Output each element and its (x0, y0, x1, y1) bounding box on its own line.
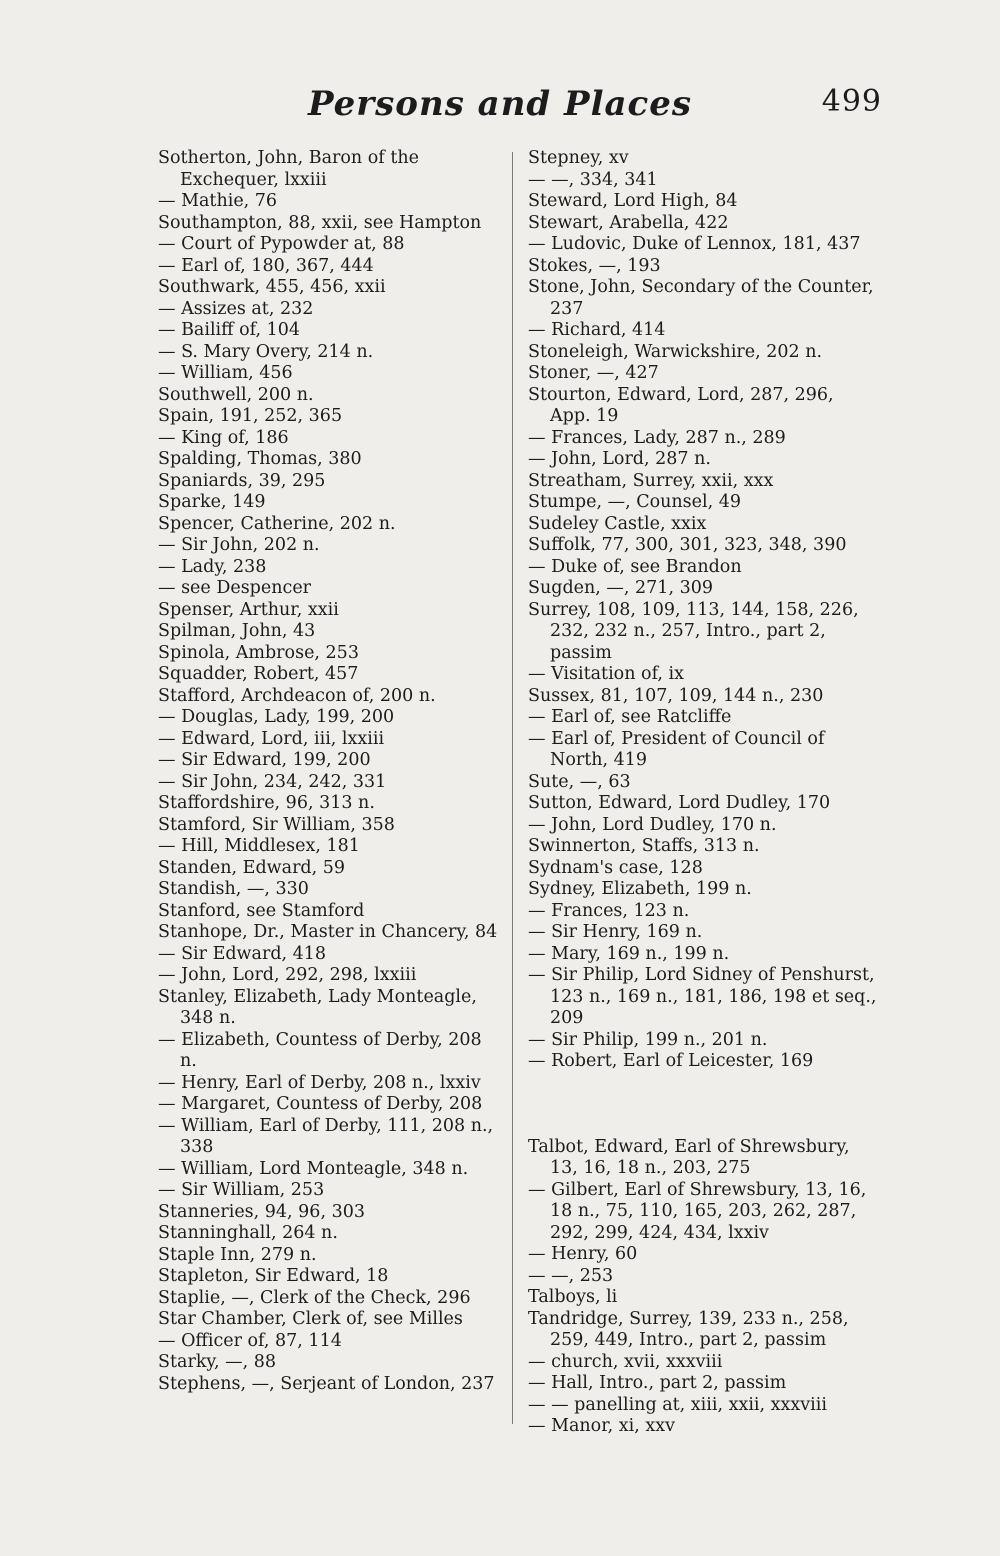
index-entry: Spinola, Ambrose, 253 (158, 642, 359, 663)
index-entry: Spain, 191, 252, 365 (158, 406, 343, 426)
index-entry: Stoneleigh, Warwickshire, 202 n. (528, 341, 823, 362)
index-entry: — Richard, 414 (528, 320, 666, 340)
index-entry: Standish, —, 330 (158, 879, 309, 899)
column-divider (512, 152, 513, 1424)
index-entry: — see Despencer (158, 578, 312, 598)
index-entry: Stumpe, —, Counsel, 49 (528, 492, 741, 512)
page-number: 499 (821, 84, 882, 119)
index-entry: Stafford, Archdeacon of, 200 n. (158, 685, 436, 706)
index-entry: Sudeley Castle, xxix (528, 513, 707, 534)
index-entry: — Sir Edward, 418 (158, 943, 327, 964)
index-entry: Spalding, Thomas, 380 (158, 449, 362, 469)
index-entry: Talboys, li (528, 1287, 618, 1307)
index-entry: — Sir Philip, Lord Sidney of Penshurst, 123 n., 169 n., 181, 186, 198 et seq., 209 (528, 965, 877, 1028)
index-entry: Staffordshire, 96, 313 n. (158, 793, 375, 813)
index-entry: — John, Lord Dudley, 170 n. (528, 814, 777, 835)
index-entry: — King of, 186 (158, 427, 289, 448)
index-entry: — Assizes at, 232 (158, 298, 314, 319)
index-entry: — Hill, Middlesex, 181 (158, 836, 360, 856)
index-entry: Starky, —, 88 (158, 1352, 277, 1372)
running-head-title: Persons and Places (307, 84, 693, 124)
index-entry: Stapleton, Sir Edward, 18 (158, 1266, 389, 1286)
index-entry: — Court of Pypowder at, 88 (158, 234, 405, 254)
index-entry: Surrey, 108, 109, 113, 144, 158, 226, 232, 232 n., 257, Intro., part 2, passim (528, 599, 859, 663)
index-entry: Spaniards, 39, 295 (158, 470, 326, 491)
index-entry: — S. Mary Overy, 214 n. (158, 341, 374, 362)
index-entry: — Mary, 169 n., 199 n. (528, 943, 730, 964)
index-entry: — John, Lord, 292, 298, lxxiii (158, 965, 417, 985)
index-entry: — Henry, Earl of Derby, 208 n., lxxiv (158, 1072, 481, 1093)
index-entry: — Ludovic, Duke of Lennox, 181, 437 (528, 234, 861, 254)
index-entry: — William, 456 (158, 363, 293, 383)
index-entry: Southwell, 200 n. (158, 384, 314, 405)
index-entry: Suffolk, 77, 300, 301, 323, 348, 390 (528, 535, 847, 555)
index-entry: Streatham, Surrey, xxii, xxx (528, 470, 774, 491)
index-entry: Spenser, Arthur, xxii (158, 599, 339, 620)
index-entry: — church, xvii, xxxviii (528, 1351, 723, 1372)
index-entry: Stanneries, 94, 96, 303 (158, 1201, 365, 1222)
index-entry: Stoner, —, 427 (528, 363, 659, 383)
index-entry: Swinnerton, Staffs, 313 n. (528, 836, 760, 856)
index-entry: — William, Earl of Derby, 111, 208 n., 338 (158, 1115, 494, 1157)
index-entry: Stepney, xv (528, 148, 629, 168)
index-entry: Talbot, Edward, Earl of Shrewsbury, 13, 16, 18 n., 203, 275 (528, 1136, 850, 1178)
index-entry: — Visitation of, ix (528, 664, 685, 684)
index-entry: — Sir John, 202 n. (158, 535, 320, 555)
page-header (0, 78, 1000, 128)
index-entry: — Frances, 123 n. (528, 900, 690, 921)
section-gap (528, 1073, 878, 1137)
index-entry: Southampton, 88, xxii, see Hampton (158, 212, 482, 233)
index-entry: Stanley, Elizabeth, Lady Monteagle, 348 n. (158, 986, 477, 1028)
index-entry: Stanninghall, 264 n. (158, 1223, 338, 1243)
index-entry: Stokes, —, 193 (528, 255, 661, 276)
index-entry: — Robert, Earl of Leicester, 169 (528, 1051, 814, 1071)
index-entry: Staple Inn, 279 n. (158, 1244, 317, 1265)
index-entry: — Mathie, 76 (158, 191, 278, 211)
index-entry: — William, Lord Monteagle, 348 n. (158, 1158, 469, 1179)
index-entry: Sussex, 81, 107, 109, 144 n., 230 (528, 685, 824, 706)
index-entry: Staplie, —, Clerk of the Check, 296 (158, 1287, 471, 1308)
index-entry: — Earl of, 180, 367, 444 (158, 255, 374, 276)
index-entry: Sugden, —, 271, 309 (528, 578, 713, 598)
index-entry: Tandridge, Surrey, 139, 233 n., 258, 259, 449, Intro., part 2, passim (528, 1308, 849, 1350)
index-entry: — Sir Edward, 199, 200 (158, 750, 371, 770)
index-column-right (528, 148, 878, 1438)
index-entry: Sydnam's case, 128 (528, 857, 703, 878)
index-entry: Stourton, Edward, Lord, 287, 296, App. 19 (528, 384, 834, 426)
index-entry: Steward, Lord High, 84 (528, 191, 738, 211)
index-group-s (528, 148, 878, 1073)
index-entry: — —, 334, 341 (528, 169, 658, 190)
index-entry: — Douglas, Lady, 199, 200 (158, 707, 395, 727)
index-entry: — Sir William, 253 (158, 1180, 325, 1200)
index-entry: Sute, —, 63 (528, 771, 631, 792)
index-entry: Star Chamber, Clerk of, see Milles (158, 1309, 463, 1329)
index-entry: Stephens, —, Serjeant of London, 237 (158, 1373, 495, 1394)
index-entry: Spilman, John, 43 (158, 621, 316, 641)
index-entry: — John, Lord, 287 n. (528, 449, 711, 469)
index-entry: Stewart, Arabella, 422 (528, 212, 729, 233)
index-entry: — Manor, xi, xxv (528, 1416, 676, 1436)
index-entry: — Edward, Lord, iii, lxxiii (158, 728, 385, 749)
index-entry: Stamford, Sir William, 358 (158, 814, 395, 835)
index-entry: — Officer of, 87, 114 (158, 1330, 342, 1351)
index-entry: — Sir Philip, 199 n., 201 n. (528, 1029, 768, 1050)
index-entry: Standen, Edward, 59 (158, 857, 346, 878)
index-entry: Stone, John, Secondary of the Counter, 237 (528, 277, 874, 319)
index-group-t (528, 1137, 878, 1438)
index-entry: Spencer, Catherine, 202 n. (158, 513, 396, 534)
index-entry: — Margaret, Countess of Derby, 208 (158, 1094, 483, 1114)
index-entry: Squadder, Robert, 457 (158, 664, 359, 684)
index-column-left (158, 148, 498, 1395)
index-entry: — Elizabeth, Countess of Derby, 208 n. (158, 1029, 482, 1071)
index-entry: — Frances, Lady, 287 n., 289 (528, 427, 786, 448)
index-entry: — Bailiff of, 104 (158, 320, 301, 340)
index-entry: — — panelling at, xiii, xxii, xxxviii (528, 1394, 827, 1415)
index-entry: — Sir John, 234, 242, 331 (158, 771, 387, 792)
index-entry: Sydney, Elizabeth, 199 n. (528, 879, 752, 899)
index-entry: Sutton, Edward, Lord Dudley, 170 (528, 793, 831, 813)
index-entry: — Sir Henry, 169 n. (528, 922, 703, 942)
index-entry: — Hall, Intro., part 2, passim (528, 1373, 787, 1393)
index-entry: — Duke of, see Brandon (528, 556, 742, 577)
index-entry: — Earl of, see Ratcliffe (528, 707, 732, 727)
index-entry: Stanford, see Stamford (158, 900, 365, 921)
index-entry: — —, 253 (528, 1265, 614, 1286)
index-entry: Southwark, 455, 456, xxii (158, 277, 386, 297)
index-entry: — Gilbert, Earl of Shrewsbury, 13, 16, 18 n., 75, 110, 165, 203, 262, 287, 292, 299, 424, 434, lxxiv (528, 1179, 867, 1243)
index-entry: Sparke, 149 (158, 492, 266, 512)
index-entry: Sotherton, John, Baron of the Exchequer, lxxiii (158, 148, 419, 190)
index-entry: Stanhope, Dr., Master in Chancery, 84 (158, 922, 498, 942)
index-entry: — Earl of, President of Council of North, 419 (528, 728, 825, 770)
index-entry: — Lady, 238 (158, 556, 267, 577)
index-entry: — Henry, 60 (528, 1244, 638, 1264)
